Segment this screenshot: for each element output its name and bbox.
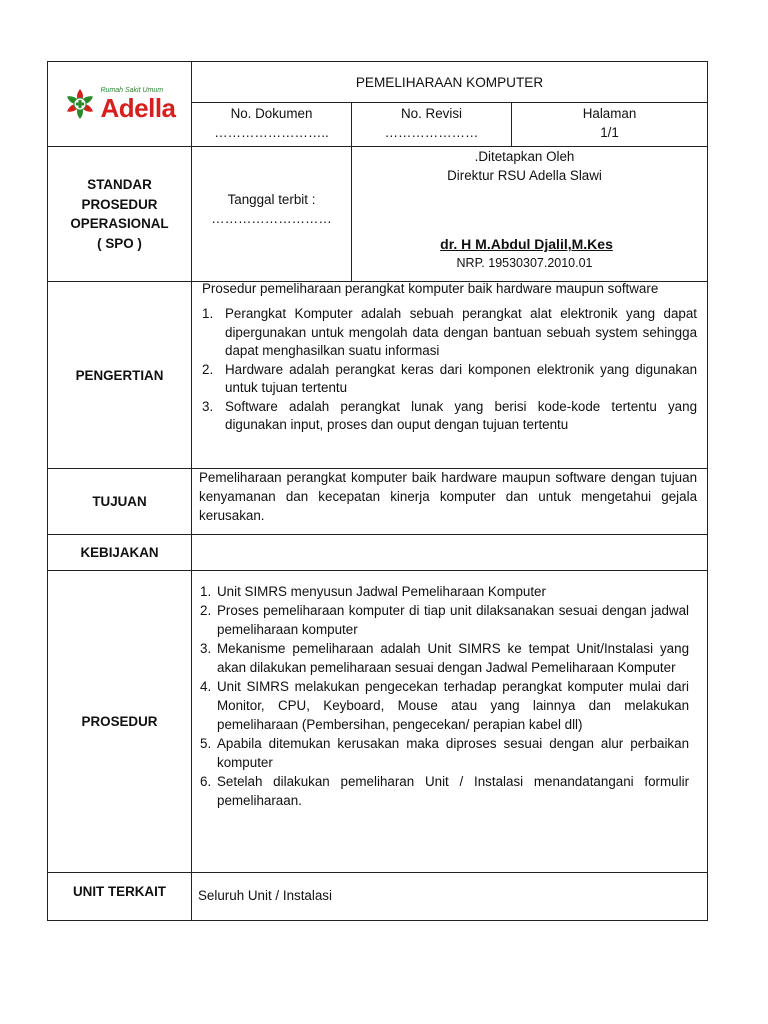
spo-table <box>47 61 708 921</box>
prosedur-item: 4. Unit SIMRS melakukan pengecekan terhadap perangkat komputer mulai dari Monitor, CPU, Keyboard, Mouse atau yang lainnya dan melakukan pemeliharaan (Pembersihan, pengecekan/ perapian kabel dll) <box>200 679 690 732</box>
spo-line-2: PROSEDUR <box>81 196 158 212</box>
tanggal-terbit-label: Tanggal terbit : <box>227 192 316 207</box>
logo-subtitle: Rumah Sakit Umum <box>100 87 164 94</box>
unit-terkait-text: Seluruh Unit / Instalasi <box>198 888 332 903</box>
prosedur-item: 1. Unit SIMRS menyusun Jadwal Pemeliharaan Komputer <box>200 584 546 599</box>
pengertian-intro: Prosedur pemeliharaan perangkat komputer baik hardware maupun software <box>202 281 659 296</box>
pengertian-item: 2. Hardware adalah perangkat keras dari komponen elektronik yang digunakan untuk tujuan tertentu <box>202 361 698 395</box>
spo-line-3: OPERASIONAL <box>70 216 169 231</box>
prosedur-item: 3. Mekanisme pemeliharaan adalah Unit SIMRS ke tempat Unit/Instalasi yang akan dilakukan pemeliharaan sesuai dengan Jadwal Pemeliharaan Komputer <box>200 641 690 675</box>
direktur-title: Direktur RSU Adella Slawi <box>447 168 602 183</box>
spo-label-cell <box>48 147 192 282</box>
tujuan-label: TUJUAN <box>48 469 192 535</box>
spo-line-4: ( SPO ) <box>97 235 142 251</box>
tanggal-terbit-value: ……………………… <box>211 211 332 226</box>
no-revisi-value: ………………… <box>384 125 479 141</box>
pengertian-list <box>202 305 697 435</box>
tujuan-text: Pemeliharaan perangkat komputer baik hardware maupun software dengan tujuan kenyamanan dan kecepatan kinerja komputer dan untuk mengetahui gejala kerusakan. <box>199 470 698 523</box>
tanggal-terbit-cell <box>192 147 352 282</box>
document-title: PEMELIHARAAN KOMPUTER <box>192 62 708 103</box>
halaman-label: Halaman <box>582 106 637 122</box>
unit-terkait-label: UNIT TERKAIT <box>48 873 192 921</box>
logo-cell <box>48 62 192 147</box>
no-revisi-cell <box>352 103 512 147</box>
kebijakan-label: KEBIJAKAN <box>48 535 192 571</box>
halaman-cell <box>512 103 708 147</box>
pengertian-item: 3. Software adalah perangkat lunak yang berisi kode-kode tertentu yang digunakan input, proses dan ouput dengan tujuan tertentu <box>202 398 698 432</box>
prosedur-label: PROSEDUR <box>48 571 192 873</box>
prosedur-list <box>200 582 689 810</box>
spo-line-1: STANDAR <box>87 177 152 192</box>
prosedur-item: 6. Setelah dilakukan pemeliharan Unit / Instalasi menandatangani formulir pemeliharaan. <box>200 774 690 808</box>
prosedur-item: 2. Proses pemeliharaan komputer di tiap unit dilaksanakan sesuai dengan jadwal pemeliharaan komputer <box>200 603 690 637</box>
tujuan-content <box>192 469 708 535</box>
ditetapkan-cell <box>352 147 708 282</box>
pengertian-item: 1. Perangkat Komputer adalah sebuah perangkat alat elektronik yang dapat dipergunakan untuk mengolah data dengan bantuan sebuah system sehingga dapat menghasilkan suatu informasi <box>202 306 698 358</box>
logo-brand: Adella <box>100 93 176 123</box>
halaman-value: 1/1 <box>600 125 619 141</box>
no-dokumen-value: …………………….. <box>214 125 329 141</box>
no-dokumen-cell <box>192 103 352 147</box>
no-revisi-label: No. Revisi <box>400 106 463 122</box>
kebijakan-content <box>192 535 708 571</box>
hospital-logo <box>48 62 191 146</box>
pengertian-content <box>192 282 708 469</box>
pengertian-label: PENGERTIAN <box>48 282 192 469</box>
no-dokumen-label: No. Dokumen <box>230 106 313 122</box>
prosedur-content <box>192 571 708 873</box>
direktur-nrp: NRP. 19530307.2010.01 <box>456 256 593 270</box>
ditetapkan-oleh: .Ditetapkan Oleh <box>474 149 575 164</box>
prosedur-item: 5. Apabila ditemukan kerusakan maka diproses sesuai dengan alur perbaikan komputer <box>200 736 690 770</box>
hospital-emblem-icon <box>63 87 97 121</box>
direktur-name: dr. H M.Abdul Djalil,M.Kes <box>440 236 613 252</box>
unit-terkait-content <box>192 873 708 921</box>
